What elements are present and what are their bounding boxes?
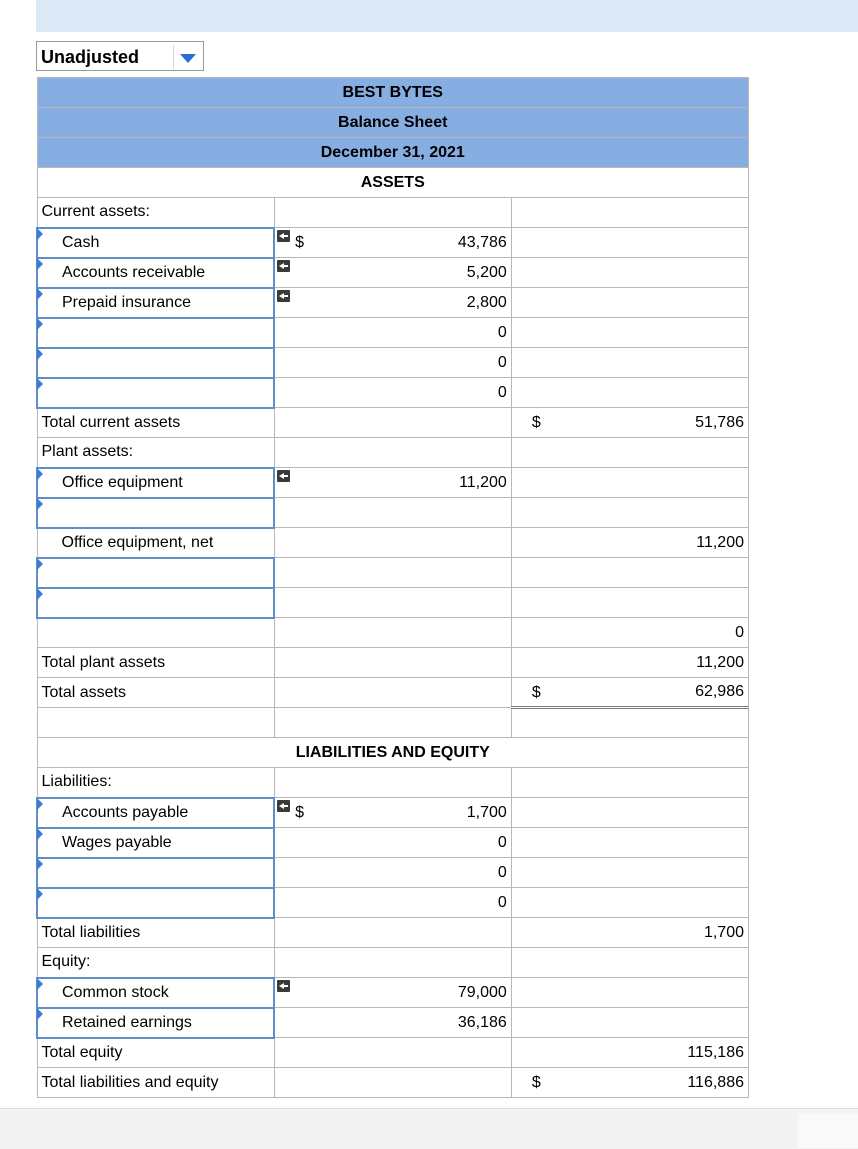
- table-row: [37, 408, 749, 438]
- statement-title: Balance Sheet: [37, 108, 749, 138]
- retained-earnings-select[interactable]: Retained earnings: [37, 1008, 274, 1038]
- dollar-sign: $: [531, 1074, 541, 1091]
- total-liabilities-equity-label: Total liabilities and equity: [37, 1068, 274, 1098]
- table-row: [37, 918, 749, 948]
- total-assets-label: Total assets: [37, 678, 274, 708]
- total-liabilities-equity-value: 116,886: [687, 1073, 744, 1091]
- total-plant-label: Total plant assets: [37, 648, 274, 678]
- blank-account-select[interactable]: [37, 378, 274, 408]
- return-arrow-icon[interactable]: [277, 980, 290, 992]
- blank-account-select[interactable]: [37, 888, 274, 918]
- total-liabilities-equity-amount[interactable]: [511, 1068, 748, 1098]
- table-row: [37, 888, 749, 918]
- ap-amount[interactable]: [274, 798, 511, 828]
- company-name: BEST BYTES: [37, 78, 749, 108]
- blank-amount[interactable]: 0: [274, 888, 511, 918]
- common-stock-select[interactable]: Common stock: [37, 978, 274, 1008]
- return-arrow-icon[interactable]: [277, 290, 290, 302]
- cash-account-select[interactable]: Cash: [37, 228, 274, 258]
- table-row: [37, 348, 749, 378]
- table-row: [37, 828, 749, 858]
- table-row: [37, 948, 749, 978]
- liabilities-label: Liabilities:: [37, 768, 274, 798]
- balance-sheet: [36, 77, 749, 1105]
- common-stock-amount[interactable]: [274, 978, 511, 1008]
- table-row: [37, 1068, 749, 1098]
- chevron-down-icon[interactable]: [180, 54, 196, 63]
- common-stock-value: 79,000: [457, 983, 507, 1001]
- office-equipment-net-label: Office equipment, net: [37, 528, 274, 558]
- table-row: [37, 288, 749, 318]
- equity-label: Equity:: [37, 948, 274, 978]
- total-plant-amount[interactable]: 11,200: [511, 648, 748, 678]
- table-row: [37, 468, 749, 498]
- table-row: [37, 858, 749, 888]
- blank-account-select[interactable]: [37, 348, 274, 378]
- total-current-amount[interactable]: [511, 408, 748, 438]
- blank-account-select[interactable]: [37, 588, 274, 618]
- dollar-sign: $: [295, 804, 305, 821]
- dollar-sign: $: [295, 234, 305, 251]
- blank-account-select[interactable]: [37, 498, 274, 528]
- table-row: [37, 258, 749, 288]
- table-row: [37, 228, 749, 258]
- ar-amount[interactable]: [274, 258, 511, 288]
- retained-earnings-amount[interactable]: 36,186: [274, 1008, 511, 1038]
- total-current-value: 51,786: [695, 413, 744, 431]
- ap-account-select[interactable]: Accounts payable: [37, 798, 274, 828]
- bottom-bar: [0, 1108, 858, 1149]
- cash-value: 43,786: [457, 233, 507, 251]
- table-row: [37, 528, 749, 558]
- table-row: [37, 648, 749, 678]
- table-row: [37, 198, 749, 228]
- dollar-sign: $: [531, 414, 541, 431]
- office-equipment-amount[interactable]: [274, 468, 511, 498]
- blank-amount[interactable]: 0: [274, 348, 511, 378]
- dollar-sign: $: [531, 684, 541, 701]
- wages-amount[interactable]: 0: [274, 828, 511, 858]
- prepaid-amount[interactable]: [274, 288, 511, 318]
- total-current-label: Total current assets: [37, 408, 274, 438]
- blank-amount[interactable]: 0: [274, 858, 511, 888]
- office-equipment-value: 11,200: [459, 473, 507, 491]
- blank-plant-amount[interactable]: 0: [511, 618, 748, 648]
- return-arrow-icon[interactable]: [277, 230, 290, 242]
- total-assets-value: 62,986: [695, 683, 744, 700]
- office-equipment-select[interactable]: Office equipment: [37, 468, 274, 498]
- table-row: [37, 978, 749, 1008]
- bottom-bar-corner: [798, 1114, 858, 1148]
- office-equipment-net-amount[interactable]: 11,200: [511, 528, 748, 558]
- table-row: [37, 618, 749, 648]
- statement-date: December 31, 2021: [37, 138, 749, 168]
- table-row: [37, 1008, 749, 1038]
- plant-assets-label: Plant assets:: [37, 438, 274, 468]
- dropdown-separator: [173, 45, 174, 69]
- table-row: [37, 558, 749, 588]
- top-banner: [36, 0, 858, 32]
- blank-amount[interactable]: 0: [274, 318, 511, 348]
- table-row: [37, 678, 749, 708]
- total-assets-amount[interactable]: [511, 678, 748, 708]
- prepaid-value: 2,800: [466, 293, 507, 311]
- table-row: [37, 798, 749, 828]
- blank-account-select[interactable]: [37, 858, 274, 888]
- prepaid-account-select[interactable]: Prepaid insurance: [37, 288, 274, 318]
- table-row: [37, 588, 749, 618]
- ap-value: 1,700: [466, 803, 507, 821]
- dropdown-value: Unadjusted: [41, 47, 140, 67]
- liabilities-equity-heading: LIABILITIES AND EQUITY: [37, 738, 749, 768]
- adjustment-dropdown[interactable]: [36, 41, 204, 71]
- ar-account-select[interactable]: Accounts receivable: [37, 258, 274, 288]
- table-row: [37, 498, 749, 528]
- table-row: [37, 438, 749, 468]
- return-arrow-icon[interactable]: [277, 800, 290, 812]
- total-liabilities-amount[interactable]: 1,700: [511, 918, 748, 948]
- cash-amount[interactable]: [274, 228, 511, 258]
- total-liabilities-label: Total liabilities: [37, 918, 274, 948]
- blank-amount[interactable]: 0: [274, 378, 511, 408]
- table-row: [37, 318, 749, 348]
- table-row: [37, 708, 749, 738]
- wages-account-select[interactable]: Wages payable: [37, 828, 274, 858]
- blank-account-select[interactable]: [37, 558, 274, 588]
- total-equity-amount[interactable]: 115,186: [511, 1038, 748, 1068]
- table-row: [37, 768, 749, 798]
- ar-value: 5,200: [466, 263, 507, 281]
- assets-heading: ASSETS: [37, 168, 749, 198]
- blank-account-select[interactable]: [37, 318, 274, 348]
- total-equity-label: Total equity: [37, 1038, 274, 1068]
- return-arrow-icon[interactable]: [277, 470, 290, 482]
- table-row: [37, 378, 749, 408]
- return-arrow-icon[interactable]: [277, 260, 290, 272]
- table-row: [37, 1038, 749, 1068]
- current-assets-label: Current assets:: [37, 198, 274, 228]
